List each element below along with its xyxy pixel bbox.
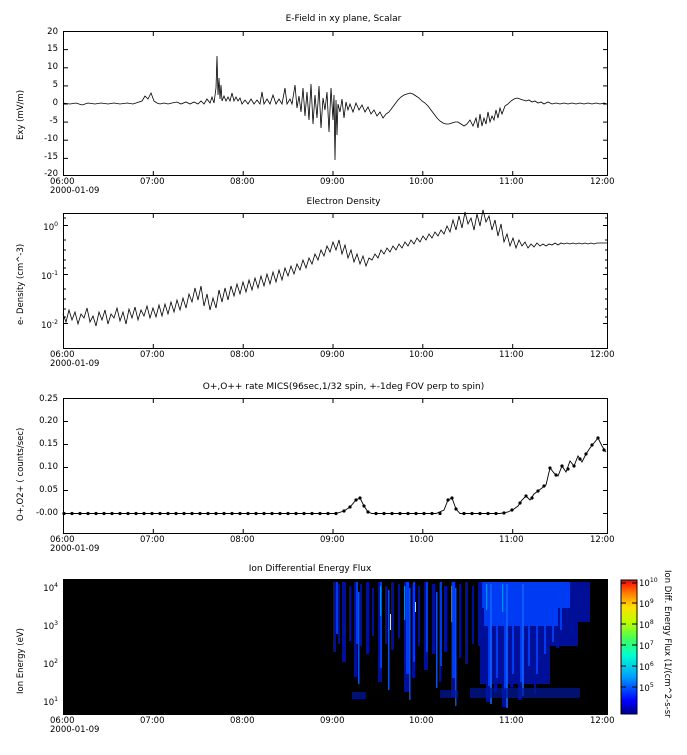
- ytick: 0.20: [39, 416, 58, 426]
- ytick: 15: [47, 44, 58, 54]
- date-label: 2000-01-09: [50, 725, 100, 735]
- xtick: 08:00: [230, 716, 255, 726]
- ytick: 5: [52, 80, 58, 90]
- ytick: $10^{-1}$: [41, 270, 58, 282]
- ytick: $10^1$: [43, 696, 58, 708]
- ytick: 0.10: [39, 462, 58, 472]
- xtick: 11:00: [499, 350, 524, 360]
- ytick: $10^4$: [43, 582, 58, 594]
- xtick: 06:00: [50, 177, 75, 187]
- xtick: 10:00: [409, 535, 434, 545]
- panel-efield-frame: [63, 31, 608, 176]
- panel-ionrate-title: O+,O++ rate MICS(96sec,1/32 spin, +-1deg FOV perp to spin): [202, 382, 485, 392]
- panel-edensity: [0, 190, 687, 376]
- ytick: 0.25: [39, 394, 58, 404]
- colorbar-label: Ion Diff. Energy Flux (1/(cm^2-s-sr: [662, 570, 672, 718]
- xtick: 10:00: [409, 716, 434, 726]
- panel-efield-title: E-Field in xy plane, Scalar: [285, 14, 402, 24]
- xtick: 08:00: [230, 177, 255, 187]
- panel-spectrogram-ylabel: Ion Energy (eV): [16, 628, 26, 694]
- xtick: 08:00: [230, 350, 255, 360]
- cbar-tick: $10^7$: [639, 640, 654, 652]
- xtick: 07:00: [140, 350, 165, 360]
- ytick: -10: [44, 134, 58, 144]
- ytick: $10^3$: [43, 620, 58, 632]
- xtick: 10:00: [409, 177, 434, 187]
- panel-ionrate-ylabel: O+,O2+ ( counts/sec): [16, 427, 26, 521]
- xtick: 06:00: [50, 350, 75, 360]
- ytick: $10^2$: [43, 658, 58, 670]
- panel-spectrogram: [0, 562, 687, 755]
- ytick: -0.00: [36, 508, 58, 518]
- date-label: 2000-01-09: [50, 359, 100, 369]
- ytick: 0: [52, 98, 58, 108]
- panel-ionrate: [0, 376, 687, 562]
- ytick: $10^{-2}$: [41, 319, 58, 331]
- ytick: -20: [44, 169, 58, 179]
- xtick: 12:00: [590, 350, 615, 360]
- xtick: 11:00: [499, 535, 524, 545]
- xtick: 10:00: [409, 350, 434, 360]
- panel-ionrate-frame: [63, 398, 608, 534]
- panel-edensity-frame: [63, 213, 608, 349]
- xtick: 07:00: [140, 535, 165, 545]
- xtick: 09:00: [320, 177, 345, 187]
- panel-edensity-title: Electron Density: [306, 197, 381, 207]
- cbar-tick: $10^5$: [639, 682, 654, 694]
- cbar-tick: $10^8$: [639, 619, 654, 631]
- date-label: 2000-01-09: [50, 186, 100, 196]
- xtick: 11:00: [499, 716, 524, 726]
- ytick: 10: [47, 62, 58, 72]
- panel-spectrogram-title: Ion Differential Energy Flux: [248, 564, 372, 574]
- xtick: 06:00: [50, 716, 75, 726]
- xtick: 07:00: [140, 177, 165, 187]
- panel-edensity-ylabel: e- Density (cm^-3): [16, 243, 26, 325]
- xtick: 12:00: [590, 177, 615, 187]
- panel-spectrogram-plot: [0, 562, 687, 755]
- ytick: 0.15: [39, 439, 58, 449]
- date-label: 2000-01-09: [50, 544, 100, 554]
- cbar-tick: $10^6$: [639, 661, 654, 673]
- ytick: -15: [44, 152, 58, 162]
- xtick: 06:00: [50, 535, 75, 545]
- xtick: 12:00: [590, 535, 615, 545]
- panel-efield: [0, 0, 687, 196]
- ytick: $10^0$: [43, 221, 58, 233]
- xtick: 08:00: [230, 535, 255, 545]
- xtick: 09:00: [320, 535, 345, 545]
- xtick: 09:00: [320, 350, 345, 360]
- xtick: 11:00: [499, 177, 524, 187]
- ytick: 0.05: [39, 485, 58, 495]
- ytick: 20: [47, 27, 58, 37]
- xtick: 12:00: [590, 716, 615, 726]
- xtick: 09:00: [320, 716, 345, 726]
- xtick: 07:00: [140, 716, 165, 726]
- ytick: -5: [49, 116, 58, 126]
- panel-efield-ylabel: Exy (mV/m): [16, 89, 26, 140]
- cbar-tick: $10^{10}$: [639, 577, 658, 589]
- cbar-tick: $10^9$: [639, 598, 654, 610]
